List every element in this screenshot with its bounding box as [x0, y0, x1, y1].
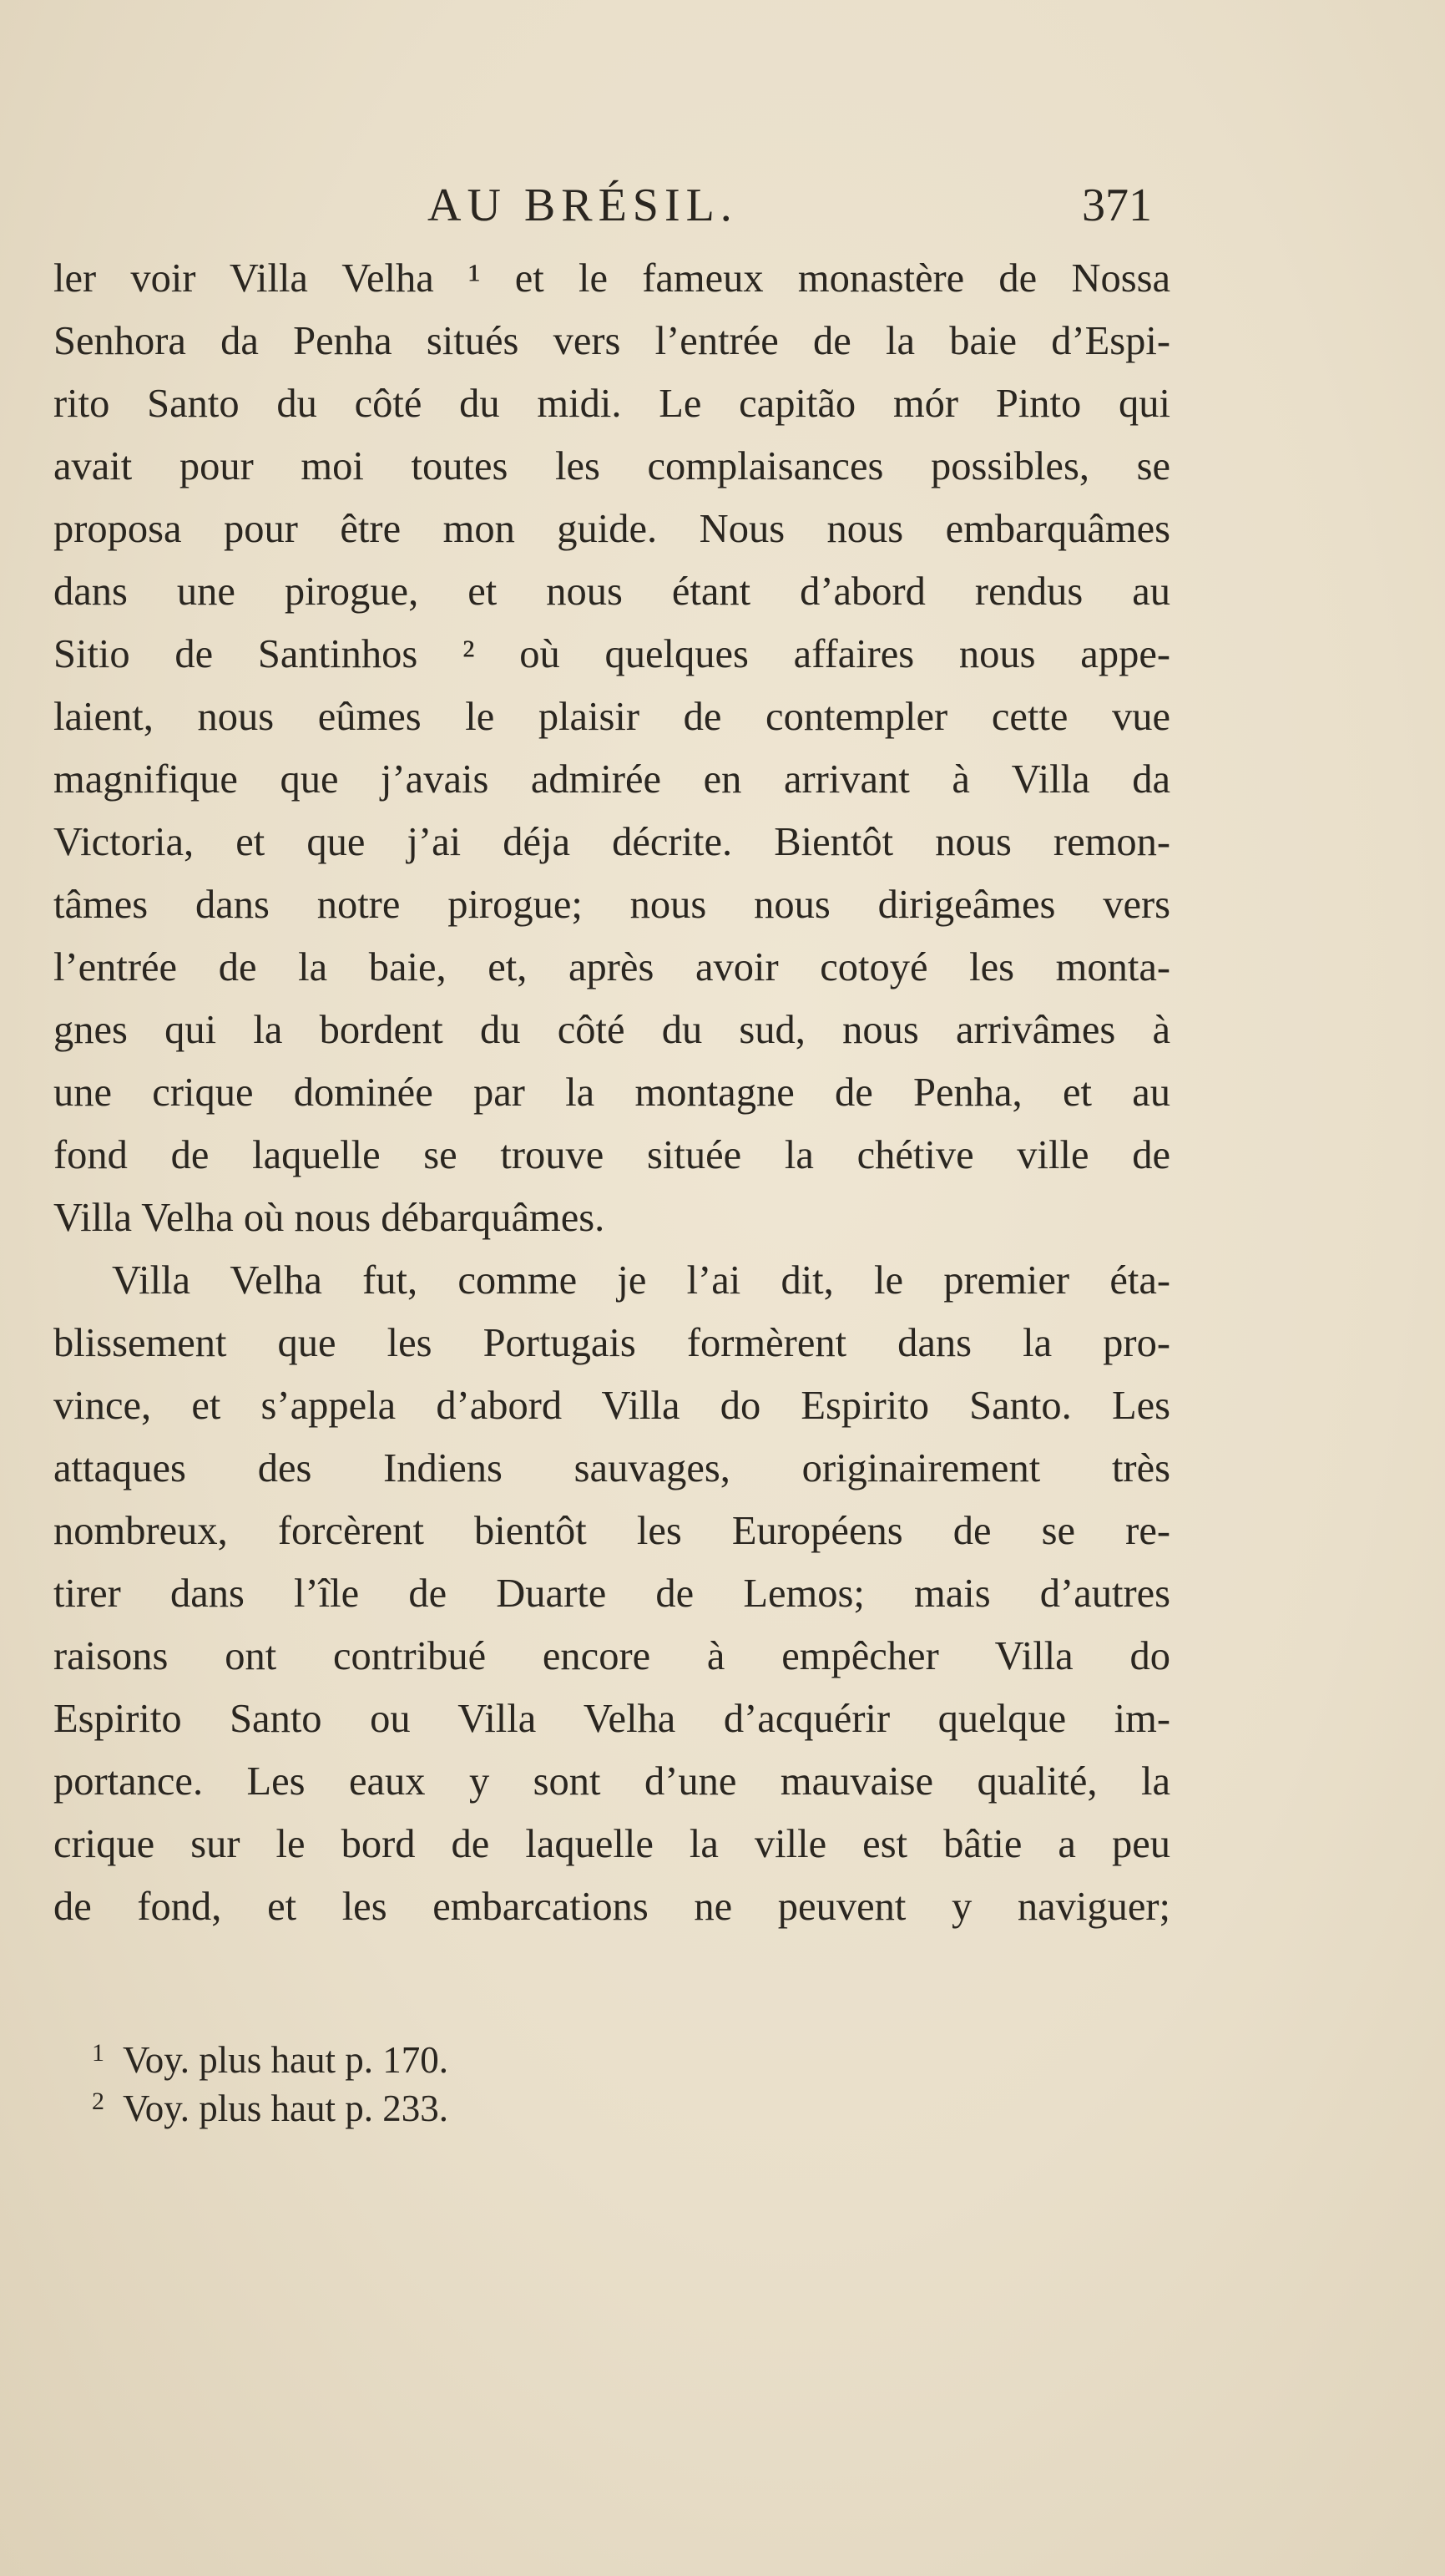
body-text [53, 247, 1170, 1938]
text-line: fond de laquelle se trouve située la chétive ville de [53, 1133, 1170, 1177]
text-line: rito Santo du côté du midi. Le capitão mór Pinto qui [53, 382, 1170, 426]
text-line: l’entrée de la baie, et, après avoir cotoyé les monta- [53, 945, 1170, 989]
text-line: magnifique que j’avais admirée en arrivant à Villa da [53, 757, 1170, 802]
text-line: Sitio de Santinhos ² où quelques affaires nous appe- [53, 632, 1170, 676]
text-line: blissement que les Portugais formèrent dans la pro- [53, 1321, 1170, 1365]
text-line: proposa pour être mon guide. Nous nous embarquâmes [53, 507, 1170, 551]
footnotes [92, 2029, 843, 2129]
text-line: vince, et s’appela d’abord Villa do Espirito Santo. Les [53, 1384, 1170, 1428]
text-line: crique sur le bord de laquelle la ville est bâtie a peu [53, 1822, 1170, 1866]
footnote-mark: 2 [92, 2088, 104, 2115]
text-line: dans une pirogue, et nous étant d’abord rendus au [53, 569, 1170, 614]
text-line: raisons ont contribué encore à empêcher Villa do [53, 1634, 1170, 1678]
text-line: avait pour moi toutes les complaisances possibles, se [53, 444, 1170, 488]
text-line: Villa Velha où nous débarquâmes. [53, 1196, 605, 1240]
text-line: ler voir Villa Velha ¹ et le fameux monastère de Nossa [53, 256, 1170, 301]
text-line: tirer dans l’île de Duarte de Lemos; mais d’autres [53, 1571, 1170, 1616]
text-line: attaques des Indiens sauvages, originairement très [53, 1446, 1170, 1490]
text-line: portance. Les eaux y sont d’une mauvaise qualité, la [53, 1759, 1170, 1804]
page-number: 371 [1082, 180, 1152, 231]
footnote [92, 2078, 843, 2129]
footnote-text: Voy. plus haut p. 233. [123, 2088, 449, 2129]
text-line: tâmes dans notre pirogue; nous nous dirigeâmes vers [53, 883, 1170, 927]
text-line: de fond, et les embarcations ne peuvent y naviguer; [53, 1885, 1170, 1929]
text-line: Espirito Santo ou Villa Velha d’acquérir quelque im- [53, 1697, 1170, 1741]
text-line: nombreux, forcèrent bientôt les Européens de se re- [53, 1509, 1170, 1553]
text-line: laient, nous eûmes le plaisir de contempler cette vue [53, 695, 1170, 739]
text-line: une crique dominée par la montagne de Penha, et au [53, 1070, 1170, 1115]
running-title: AU BRÉSIL. [427, 180, 738, 231]
text-line: gnes qui la bordent du côté du sud, nous arrivâmes à [53, 1008, 1170, 1052]
text-line: Victoria, et que j’ai déja décrite. Bientôt nous remon- [53, 820, 1170, 864]
running-head [0, 172, 1445, 239]
footnote-mark: 1 [92, 2039, 104, 2067]
footnote-text: Voy. plus haut p. 170. [123, 2039, 449, 2081]
text-line: Villa Velha fut, comme je l’ai dit, le premier éta- [112, 1258, 1170, 1303]
text-line: Senhora da Penha situés vers l’entrée de la baie d’Espi- [53, 319, 1170, 363]
footnote [92, 2029, 843, 2081]
